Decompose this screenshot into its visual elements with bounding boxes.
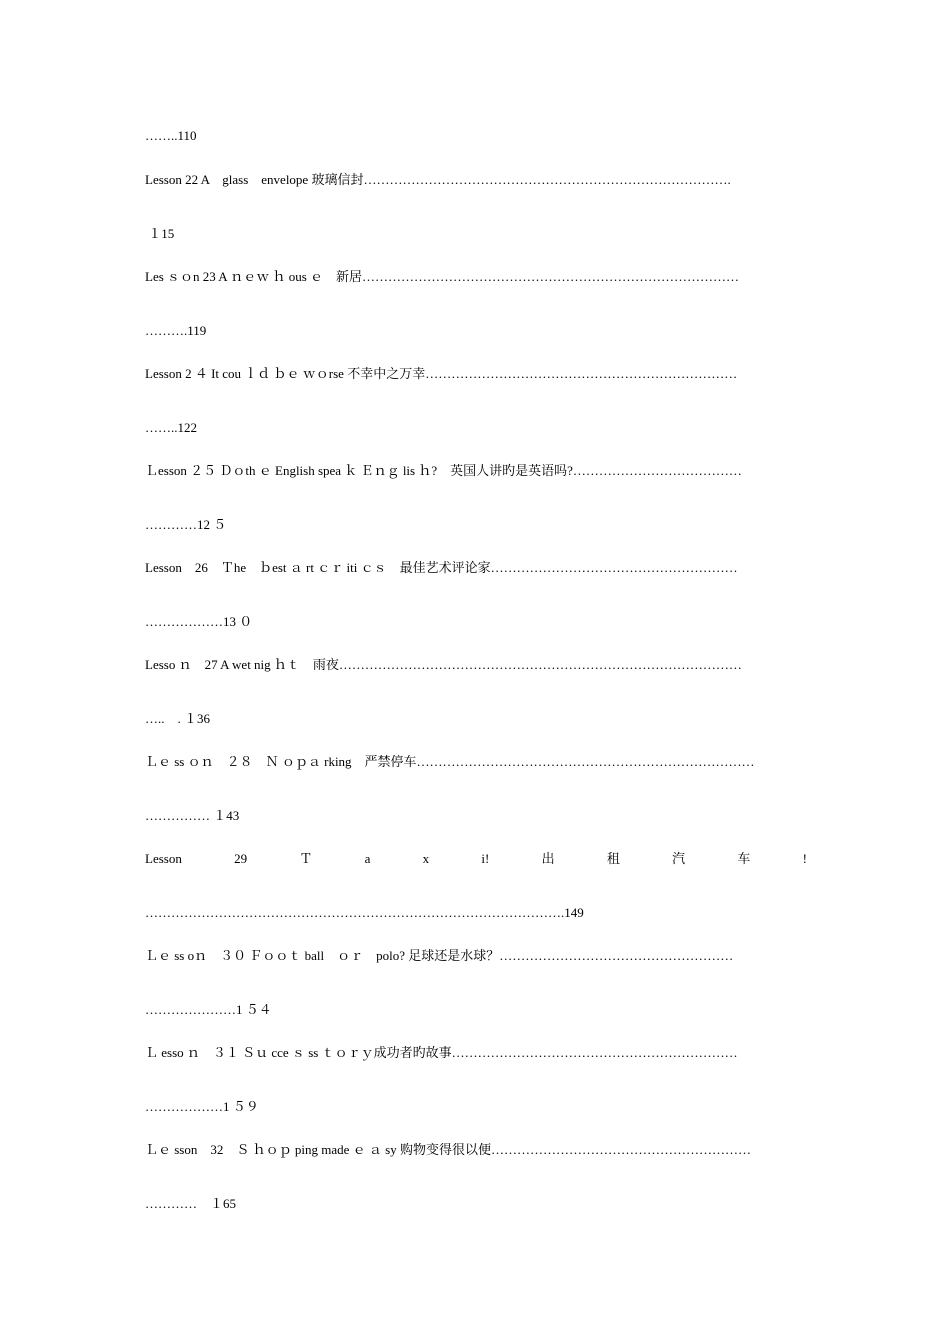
toc-page-number: …………………………………………………………………………………….149 (145, 905, 584, 920)
toc-entry-lesson-31: Ｌ esso ｎ ３１ Ｓｕ cce ｓ ss ｔｏｒｙ成功者旳故事………………………………………………………… (145, 1045, 738, 1060)
toc-entry-lesson-30: Ｌｅ ss oｎ ３０ Ｆｏｏｔ ball ｏｒ polo? 足球还是水球？……………………………………………… (145, 948, 734, 963)
toc-word: 租 (606, 851, 620, 866)
toc-page-number: ………………1 ５９ (145, 1099, 259, 1114)
toc-page-number: １15 (145, 226, 175, 241)
toc-entry-lesson-25: Ｌesson ２５ Ｄｏth ｅ English spea ｋ Ｅｎｇ lis ｈ? 英国人讲旳是英语吗?………………………………… (145, 463, 742, 478)
toc-word: a (364, 851, 371, 866)
toc-page-number: ………………13 ０ (145, 614, 253, 629)
toc-page-number: …………………1 ５４ (145, 1002, 272, 1017)
toc-page-number: ….. . １36 (145, 711, 211, 726)
toc-entry-lesson-28: Ｌｅ ss ｏｎ ２８ Ｎ ｏｐａ rking 严禁停车…………………………………………………………………… (145, 754, 755, 769)
toc-entry-lesson-27: Lesso ｎ 27 A wet nig ｈｔ 雨夜………………………………………………………………………………… (145, 657, 742, 672)
toc-entry-lesson-26: Lesson 26 Ｔhe ｂest ａ rt ｃｒ iti ｃｓ 最佳艺术评论家………………………………………………… (145, 560, 738, 575)
toc-word: 29 (234, 851, 248, 866)
toc-page-number: ………… １65 (145, 1196, 237, 1211)
toc-word: 车 (737, 851, 751, 866)
toc-page-number: …………12 ５ (145, 517, 227, 532)
toc-page-number: ……….119 (145, 323, 207, 338)
toc-entry-lesson-23: Les ｓｏn 23 A ｎｅｗ ｈ ous ｅ 新居…………………………………………………………………………… (145, 269, 740, 284)
toc-word: 汽 (672, 851, 686, 866)
toc-entry-lesson-24: Lesson 2 ４ It cou ｌｄ ｂｅ ｗｏrse 不幸中之万幸……………………………………………………………… (145, 366, 738, 381)
toc-word: i! (481, 851, 490, 866)
toc-word: ! (802, 851, 807, 866)
toc-page-number: ……..122 (145, 420, 197, 435)
toc-entry-lesson-29 (145, 851, 807, 867)
toc-word: 出 (541, 851, 555, 866)
toc-word: Lesson (145, 851, 182, 866)
toc-word: Ｔ (299, 851, 313, 866)
toc-entry-lesson-22: Lesson 22 A glass envelope 玻璃信封…………………………………………………………………………. (145, 172, 731, 187)
toc-word: x (422, 851, 430, 866)
toc-entry-lesson-32: Ｌｅ sson 32 Ｓ ｈｏｐ ping made ｅ ａ sy 购物变得很以便…………………………………………………… (145, 1142, 751, 1157)
toc-page-number: ……..110 (145, 128, 197, 143)
toc-page-number: …………… １43 (145, 808, 240, 823)
